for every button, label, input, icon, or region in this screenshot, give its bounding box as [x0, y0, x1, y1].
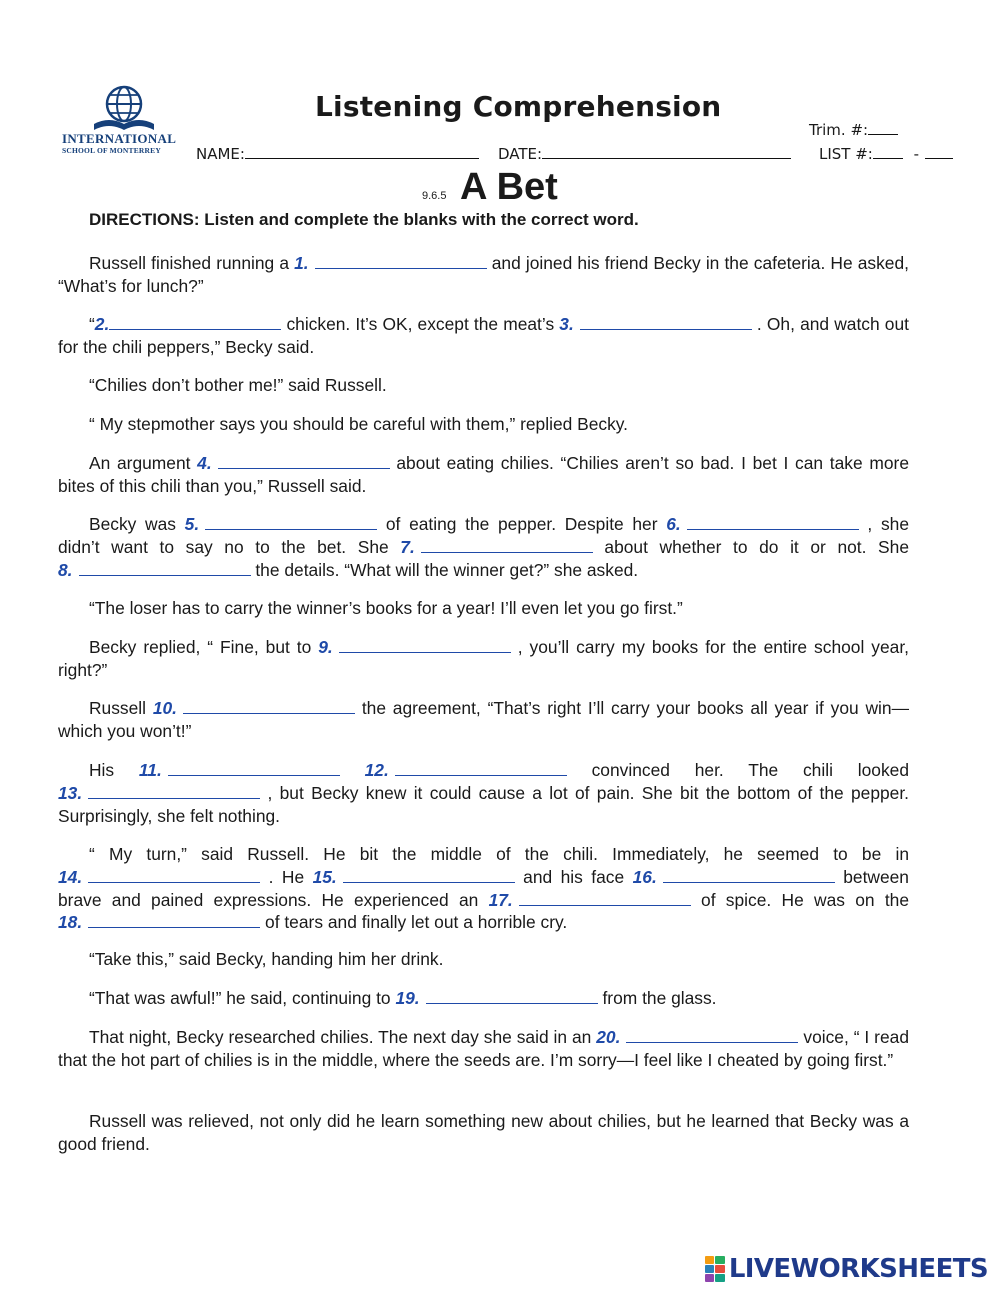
page-title: Listening Comprehension [315, 90, 722, 123]
blank-answer-line[interactable] [343, 867, 515, 883]
paragraph-text: That night, Becky researched chilies. The next day she said in an [89, 1027, 597, 1047]
name-field [196, 144, 479, 163]
blank-number: 2. [94, 314, 110, 334]
list-label: LIST #: [819, 145, 873, 163]
paragraph-text: voice, “ I read that the hot part of chilies is in the middle, where the seeds are. I’m sorry—I feel like I cheated by going first.” [58, 1027, 909, 1070]
paragraph [58, 597, 909, 620]
blank-answer-line[interactable] [168, 760, 340, 776]
paragraph [58, 374, 909, 397]
blank-number: 18. [58, 912, 83, 933]
list-line-2[interactable] [925, 144, 953, 159]
blank-number: 5. [184, 514, 200, 534]
blank-answer-line[interactable] [109, 314, 281, 330]
paragraph-text: about eating chilies. “Chilies aren’t so bad. I bet I can take more bites of this chili than you,” Russell said. [58, 453, 909, 496]
blank-number: 12. [364, 760, 389, 780]
paragraph [58, 452, 909, 498]
paragraph-text: “ My turn,” said Russell. He bit the middle of the chili. Immediately, he seemed to be in [89, 844, 909, 864]
blank-12[interactable] [365, 760, 567, 780]
list-field [819, 144, 953, 163]
trim-field [809, 120, 898, 139]
blank-number: 19. [395, 988, 420, 1008]
blank-number: 1. [294, 253, 309, 273]
trim-line[interactable] [868, 120, 898, 135]
paragraph-text: “Chilies don’t bother me!” said Russell. [89, 375, 387, 395]
blank-answer-line[interactable] [395, 760, 567, 776]
paragraph-text: convinced her. The chili looked [566, 760, 909, 780]
blank-answer-line[interactable] [218, 453, 390, 469]
paragraph-text: An argument [89, 453, 198, 473]
paragraph-text: “The loser has to carry the winner’s books for a year! I’ll even let you go first.” [89, 598, 683, 618]
paragraph-text: Russell finished running a [89, 253, 295, 273]
blank-2[interactable] [95, 314, 282, 334]
paragraph [58, 948, 909, 971]
blank-answer-line[interactable] [421, 537, 593, 553]
blank-answer-line[interactable] [687, 514, 859, 530]
blank-15[interactable] [313, 867, 515, 887]
blank-10[interactable] [153, 698, 355, 718]
paragraph [58, 636, 909, 682]
paragraph [58, 697, 909, 743]
name-line[interactable] [245, 144, 479, 159]
blank-9[interactable] [318, 637, 511, 657]
paragraph [58, 313, 909, 359]
liveworksheets-logo-icon [705, 1256, 725, 1283]
blank-4[interactable] [197, 453, 390, 473]
blank-number: 4. [197, 453, 212, 473]
blank-answer-line[interactable] [580, 314, 752, 330]
blank-number: 14. [58, 866, 83, 887]
blank-number: 13. [58, 782, 83, 803]
name-label: NAME: [196, 145, 245, 163]
blank-17[interactable] [489, 890, 691, 910]
blank-answer-line[interactable] [205, 514, 377, 530]
blank-20[interactable] [596, 1027, 798, 1047]
paragraph-text: . He [260, 866, 313, 887]
paragraph-text: chicken. It’s OK, except the meat’s [281, 314, 560, 334]
paragraph-text: Becky was [89, 514, 185, 534]
list-separator: - [913, 145, 920, 163]
trim-label: Trim. #: [809, 121, 869, 139]
directions: DIRECTIONS: Listen and complete the blanks with the correct word. [89, 210, 639, 229]
blank-number: 8. [58, 559, 73, 580]
blank-answer-line[interactable] [79, 560, 251, 576]
paragraph-text: of eating the pepper. Despite her [377, 514, 667, 534]
blank-answer-line[interactable] [315, 253, 487, 269]
blank-number: 7. [400, 536, 415, 557]
list-line-1[interactable] [873, 144, 903, 159]
blank-answer-line[interactable] [663, 867, 835, 883]
blank-13[interactable] [58, 783, 260, 803]
blank-19[interactable] [395, 988, 597, 1008]
blank-number: 9. [318, 637, 333, 657]
paragraph [58, 987, 909, 1010]
paragraph [58, 413, 909, 436]
paragraph-text: “That was awful!” he said, continuing to [89, 988, 396, 1008]
paragraph [58, 252, 909, 298]
blank-7[interactable] [400, 537, 593, 557]
blank-number: 16. [632, 866, 657, 887]
paragraph [58, 513, 909, 581]
paragraph-text [340, 760, 365, 780]
blank-number: 6. [666, 514, 681, 534]
school-logo [88, 84, 160, 132]
blank-answer-line[interactable] [339, 637, 511, 653]
blank-number: 3. [559, 314, 574, 334]
paragraph-text: and joined his friend Becky in the cafeteria. He asked, “What’s for lunch?” [58, 253, 909, 296]
paragraph-text: , but Becky knew it could cause a lot of pain. She bit the bottom of the pepper. Surprisingly, she felt nothing. [58, 782, 909, 826]
paragraph-text: Russell [89, 698, 153, 718]
blank-answer-line[interactable] [88, 912, 260, 928]
blank-answer-line[interactable] [88, 867, 260, 883]
paragraph [58, 1110, 909, 1156]
blank-number: 15. [312, 866, 337, 887]
paragraph-text: “Take this,” said Becky, handing him her drink. [89, 949, 444, 969]
blank-number: 11. [138, 760, 162, 780]
paragraph-text: , you’ll carry my books for the entire school year, right?” [58, 637, 909, 680]
blank-answer-line[interactable] [426, 988, 598, 1004]
paragraph [58, 759, 909, 827]
paragraph-text: Becky replied, “ Fine, but to [89, 637, 319, 657]
paragraph-text: the details. “What will the winner get?” she asked. [250, 559, 639, 580]
blank-18[interactable] [58, 912, 260, 932]
paragraph-text: Russell was relieved, not only did he learn something new about chilies, but he learned that Becky was a good friend. [58, 1111, 909, 1154]
paragraph-text: and his face [514, 866, 633, 887]
blank-answer-line[interactable] [519, 890, 691, 906]
paragraph-text: “ [89, 314, 95, 334]
blank-answer-line[interactable] [626, 1027, 798, 1043]
paragraph [58, 1026, 909, 1072]
blank-number: 17. [488, 889, 513, 910]
liveworksheets-brand-text: LIVEWORKSHEETS [728, 1254, 988, 1284]
blank-1[interactable] [294, 253, 487, 273]
blank-number: 10. [152, 698, 178, 718]
logo-line2: SCHOOL OF MONTERREY [62, 146, 161, 155]
blank-number: 20. [596, 1027, 621, 1047]
paragraph-text: His [89, 760, 139, 780]
blank-3[interactable] [559, 314, 752, 334]
paragraph-text: , she didn’t want to say no to the bet. She [58, 514, 909, 557]
lesson-code: 9.6.5 [422, 190, 447, 202]
paragraph-text: “ My stepmother says you should be careful with them,” replied Becky. [89, 414, 629, 434]
blank-8[interactable] [58, 560, 251, 580]
date-label: DATE: [498, 145, 543, 163]
paragraph [58, 843, 909, 934]
liveworksheets-brand [705, 1254, 988, 1284]
date-line[interactable] [542, 144, 791, 159]
blank-5[interactable] [185, 514, 378, 534]
blank-14[interactable] [58, 867, 260, 887]
paragraph-text: . Oh, and watch out for the chili peppers,” Becky said. [58, 314, 909, 357]
blank-11[interactable] [139, 760, 340, 780]
paragraph-text: of tears and finally let out a horrible cry. [260, 912, 568, 933]
paragraph-text: the agreement, “That’s right I’ll carry your books all year if you win—which you won’t!” [58, 698, 909, 741]
story-title: A Bet [460, 166, 558, 208]
paragraph-text: of spice. He was on the [690, 889, 909, 910]
blank-answer-line[interactable] [183, 698, 355, 714]
blank-16[interactable] [633, 867, 835, 887]
blank-6[interactable] [666, 514, 859, 534]
blank-answer-line[interactable] [88, 783, 260, 799]
paragraph-text: about whether to do it or not. She [592, 536, 909, 557]
paragraph-text: from the glass. [597, 988, 717, 1008]
paragraph-text: between brave and pained expressions. He experienced an [58, 866, 909, 910]
date-field [498, 144, 791, 163]
logo-line1: INTERNATIONAL [62, 131, 177, 146]
